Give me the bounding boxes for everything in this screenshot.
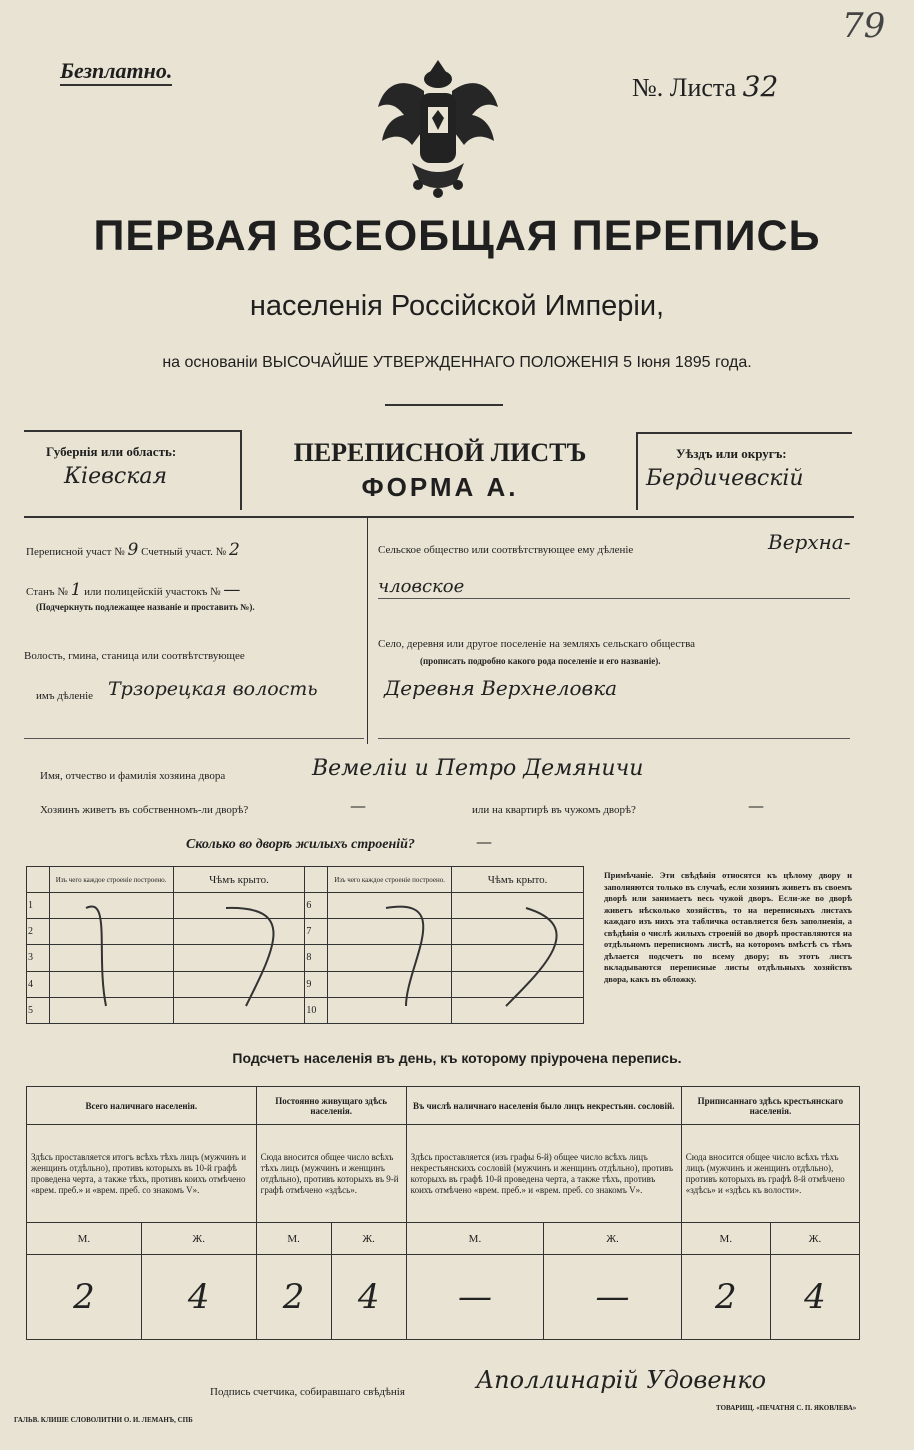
header-rule: [24, 516, 854, 518]
stan-label: Станъ №: [26, 586, 68, 598]
buildings-col-roof-2: Чѣмъ крыто.: [452, 867, 584, 893]
free-label: Безплатно.: [60, 58, 172, 86]
buildings-row-num: 6: [305, 893, 328, 919]
form-title: ФОРМА А.: [361, 472, 519, 502]
population-header-total: Всего наличнаго населенія.: [27, 1087, 257, 1125]
population-m-label: М.: [406, 1223, 544, 1255]
population-non-peasant-zh: —: [544, 1255, 682, 1340]
population-registered-zh: 4: [770, 1255, 859, 1340]
guberniya-box: [24, 430, 242, 510]
page-title: ПЕРВАЯ ВСЕОБЩАЯ ПЕРЕПИСЬ: [93, 212, 821, 260]
sheet-number-value: 32: [742, 70, 779, 103]
buildings-row-num: 2: [27, 919, 50, 945]
society-line: [378, 598, 850, 599]
population-desc-registered: Сюда вносится общее число всѣхъ тѣхъ лицъ (мужчинъ и женщинъ отдѣльно), противъ которыхъ въ графѣ 8-й отмѣчено «здѣсь» и «здѣсь къ волости».: [681, 1125, 859, 1223]
population-desc-total: Здѣсь проставляется итогъ всѣхъ тѣхъ лицъ (мужчинъ и женщинъ отдѣльно), противъ которыхъ въ 10-й графѣ проведена черта, а также тѣхъ, противъ коихъ отмѣчено «врем. преб.» и «врем. преб. со знакомъ V».: [27, 1125, 257, 1223]
signature-value: Аполлинарій Удовенко: [476, 1366, 767, 1394]
village-value: Деревня Верхнеловка: [384, 676, 618, 700]
corner-number: 79: [842, 6, 886, 46]
population-m-label: М.: [256, 1223, 331, 1255]
population-permanent-zh: 4: [331, 1255, 406, 1340]
buildings-row-num: 8: [305, 945, 328, 971]
owner-name-label: Имя, отчество и фамилія хозяина двора: [40, 770, 226, 782]
ornament-divider: [385, 404, 503, 406]
buildings-value: —: [476, 832, 492, 851]
buildings-label: Сколько во дворѣ жилыхъ строеній?: [186, 837, 415, 852]
population-registered-m: 2: [681, 1255, 770, 1340]
buildings-row-num: 7: [305, 919, 328, 945]
buildings-row-num: 3: [27, 945, 50, 971]
population-zh-label: Ж.: [141, 1223, 256, 1255]
footer-left: ГАЛЬВ. КЛИШЕ СЛОВОЛИТНИ О. И. ЛЕМАНЪ, СПБ: [14, 1416, 193, 1424]
population-zh-label: Ж.: [544, 1223, 682, 1255]
sheet-number: [632, 70, 778, 103]
volost-line: [24, 738, 364, 739]
own-yard-value: —: [350, 796, 366, 815]
village-note: (прописать подробно какого рода поселеніе и его названіе).: [420, 656, 661, 666]
other-yard-value: —: [748, 796, 764, 815]
page-subtitle: населенія Россійской Имперіи,: [249, 290, 665, 322]
police-value: —: [223, 580, 241, 600]
population-total-zh: 4: [141, 1255, 256, 1340]
stan-value: 1: [70, 580, 82, 600]
uchastok-row: [26, 540, 366, 560]
volost-value: Трзорецкая волость: [108, 678, 318, 700]
footer-right: ТОВАРИЩ. «ПЕЧАТНЯ С. П. ЯКОВЛЕВА»: [716, 1404, 857, 1412]
society-label: Сельское общество или соотвѣтствующее ему дѣленіе: [378, 544, 634, 556]
buildings-note: Примѣчаніе. Эти свѣдѣнія относятся къ цѣлому двору и заполняются только въ случаѣ, если хозяинъ живетъ въ своемъ дворѣ или занимаетъ весь чужой дворъ. Если-же во дворѣ живетъ нѣсколько хозяйствъ, то на переписныхъ листахъ каждаго изъ нихъ эта табличка оставляется безъ заполненія, а свѣдѣнія о числѣ жилыхъ строеній во дворѣ проставляются на отдѣльномъ переписномъ листѣ, на которомъ вмѣстѣ съ тѣмъ дѣлается подсчетъ по всему двору; въ этотъ листъ вкладываются переписные листы отдѣльныхъ хозяйствъ двора, какъ въ обложку.: [604, 870, 852, 984]
stan-note: (Подчеркнуть подлежащее названіе и проставить №).: [36, 602, 255, 612]
buildings-row-num: 5: [27, 997, 50, 1023]
list-title: ПЕРЕПИСНОЙ ЛИСТЪ: [293, 438, 587, 467]
owner-name-value: Вемеліи и Петро Демяничи: [312, 756, 644, 781]
volost-label-2: имъ дѣленіе: [36, 690, 94, 702]
population-non-peasant-m: —: [406, 1255, 544, 1340]
buildings-empty-marks: [26, 866, 584, 1024]
population-m-label: М.: [27, 1223, 142, 1255]
society-value-2: чловское: [378, 576, 465, 597]
population-desc-permanent: Сюда вносится общее число всѣхъ тѣхъ лицъ (мужчинъ и женщинъ отдѣльно), противъ которыхъ въ 9-й графѣ отмѣчено «здѣсь».: [256, 1125, 406, 1223]
population-header-non-peasant: Въ числѣ наличнаго населенія было лицъ некрестьян. сословій.: [406, 1087, 681, 1125]
basis-line: на основаніи ВЫСОЧАЙШЕ УТВЕРЖДЕННАГО ПОЛОЖЕНІЯ 5 Іюня 1895 года.: [162, 354, 752, 371]
stan-row: [26, 580, 366, 600]
sheet-number-label: №. Листа: [632, 73, 737, 102]
imperial-eagle-emblem: [372, 55, 504, 205]
population-desc-non-peasant: Здѣсь проставляется (изъ графы 6-й) общее число всѣхъ лицъ некрестьянскихъ сословій (мужчинъ и женщинъ отдѣльно), противъ которыхъ въ графѣ 10-й проведена черта, а также тѣхъ, противъ коихъ отмѣчено «врем. преб.» и «врем. преб. со знакомъ V».: [406, 1125, 681, 1223]
buildings-col-material-2: Изъ чего каждое строеніе построено.: [328, 867, 452, 893]
uezd-label: Уѣздъ или округъ:: [676, 446, 787, 461]
field-divider: [367, 516, 368, 744]
guberniya-value: Кіевская: [64, 464, 168, 489]
uchastok-label: Переписной участ №: [26, 546, 125, 558]
guberniya-label: Губернія или область:: [46, 444, 177, 459]
population-zh-label: Ж.: [331, 1223, 406, 1255]
buildings-row-num: 1: [27, 893, 50, 919]
buildings-row-num: 10: [305, 997, 328, 1023]
population-m-label: М.: [681, 1223, 770, 1255]
schetny-value: 2: [228, 540, 240, 560]
buildings-col-roof: Чѣмъ крыто.: [173, 867, 305, 893]
population-zh-label: Ж.: [770, 1223, 859, 1255]
volost-label: Волость, гмина, станица или соотвѣтствующее: [24, 650, 245, 662]
signature-label: Подпись счетчика, собиравшаго свѣдѣнія: [210, 1386, 405, 1398]
population-permanent-m: 2: [256, 1255, 331, 1340]
village-label: Село, деревня или другое поселеніе на земляхъ сельскаго общества: [378, 638, 696, 650]
own-yard-label: Хозяинъ живетъ въ собственномъ-ли дворѣ?: [40, 804, 249, 816]
buildings-row-num: 9: [305, 971, 328, 997]
other-yard-label: или на квартирѣ въ чужомъ дворѣ?: [472, 804, 636, 816]
buildings-row-num: 4: [27, 971, 50, 997]
population-header-permanent: Постоянно живущаго здѣсь населенія.: [256, 1087, 406, 1125]
population-total-m: 2: [27, 1255, 142, 1340]
population-title: Подсчетъ населенія въ день, къ которому пріурочена перепись.: [232, 1050, 682, 1066]
police-label: или полицейскій участокъ №: [84, 586, 221, 598]
uchastok-value: 9: [127, 540, 139, 560]
population-table: [26, 1086, 860, 1340]
uezd-value: Бердичевскій: [646, 466, 804, 491]
village-line: [378, 738, 850, 739]
uezd-box: [636, 432, 852, 510]
schetny-label: Счетный участ. №: [141, 546, 227, 558]
population-header-registered: Приписаннаго здѣсь крестьянскаго населенія.: [681, 1087, 859, 1125]
society-value-1: Верхна-: [768, 530, 851, 554]
buildings-col-material: Изъ чего каждое строеніе построено.: [49, 867, 173, 893]
